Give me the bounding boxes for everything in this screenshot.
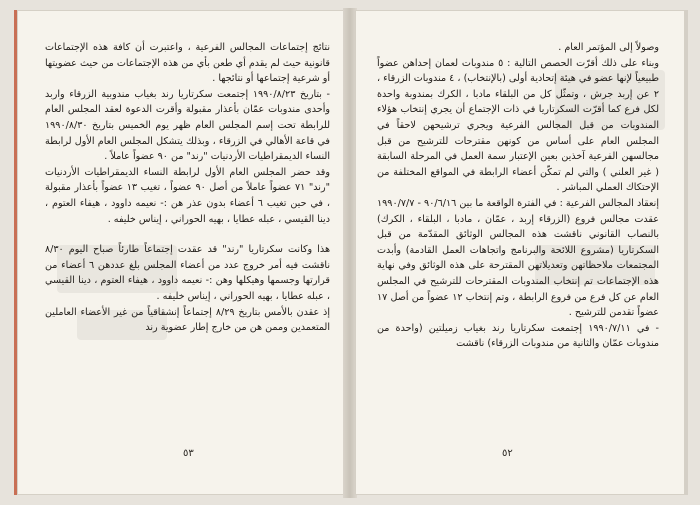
paragraph: إنعقاد المجالس الفرعية : في الفترة الواقعة ما بين ٩٠/٦/١٦ - ١٩٩٠/٧/٧ عقدت مجالس فروع (الزرقاء إربد ، عمّان ، مادبا ، البلقاء ، الكرك) بالنصاب القانوني ناقشت هذه المجالس الوثائق المقدّمة من قبل السكرتاريا (مشروع اللائحة والبرنامج واتجاهات العمل القادمة) وأبدت المجتمعات ملاحظاتهن وتعديلاتهن المقترحة على هذه الوثائق وفي نهاية هذه الإجتماعات تم إنتخاب المندوبات المقترحات للترشيح في المجلس العام عن كل فرع من فروع الرابطة ، وتم إنتخاب ١٢ عضواً من أصل ١٧ عضواً تقدمن للترشيح .: [377, 197, 659, 319]
paragraph: هذا وكانت سكرتاريا "رند" قد عقدت إجتماعاً طارئاً صباح اليوم ٨/٣٠ ناقشت فيه أمر خروج عدد من أعضاء المجلس بلغ عددهن ٦ أعضاء من قرارتها وجسمها وهيكلها وهن :- نعيمه داوود ، هيفاء العتوم ، دينا القيسي ، عبله عطايا ، بهيه الحوراني ، إيناس خليفه .: [45, 244, 330, 302]
paragraph: - بتاريخ ١٩٩٠/٨/٢٣ إجتمعت سكرتاريا رند بغياب مندوبية الزرقاء واربد وأحدى مندوبات عمّان بأعذار مقبولة وأقرت الدعوة لعقد المجلس العام للرابطة تحت إسم المجلس العام ظهر يوم الخميس بتاريخ ١٩٩٠/٨/٣٠ في قاعة الأهالي في الزرقاء ، وبذلك يتشكل المجلس العام الأول لرابطة النساء الديمقراطيات الأردنيات "رند" من ٩٠ عضواً عاملاً .: [45, 88, 331, 163]
paragraph: - في ١٩٩٠/٧/١١ إجتمعت سكرتاريا رند بغياب زميلتين (واحدة من مندوبات عمّان والثانية من مندوبات الزرقاء) ناقشت: [377, 322, 659, 350]
left-page-body: [45, 40, 330, 336]
right-page: [355, 10, 685, 495]
paragraph: وصولاً إلى المؤتمر العام .: [558, 42, 659, 53]
right-page-body: [377, 40, 659, 352]
page-edge: [685, 10, 688, 495]
left-page: [14, 10, 348, 495]
page-number: ٥٣: [183, 448, 194, 459]
paragraph: وبناء على ذلك أقرّت الحصص التالية : ٥ مندوبات لعمان إحداهن عضواً طبيعياً لإنها عضو في هيئة إتحادية أولى (بالإنتخاب) ، ٤ مندوبات الزرقاء ، ٢ عن إربد جرش ، وتمثّل كل من البلقاء مادبا ، الكرك بمندوبة واحدة لكل فرع كما أقرّت السكرتاريا في ذات الإجتماع أن يجري إنتخاب هؤلاء المندوبات من قبل المجالس الفرعية ويجري ترشيحهن لاحقاً في المجلس العام على أساس من كونهن مقترحات للترشيح من قبل مجالسهن الفرعية آخذين بعين الإعتبار سمة العمل في المرحلة السابقة ( غير العلني ) والتي لم تمكّن أعضاء الرابطة في المواقع المختلفة من الإحتكاك العملي المباشر .: [377, 57, 659, 194]
paragraph: إذ عقدن بالأمس بتاريخ ٨/٢٩ إجتماعاً إنشقاقياً من غير الأعضاء العاملين المتعمدين وممن هن من خارج إطار عضوية رند: [45, 306, 330, 334]
page-number: ٥٢: [502, 448, 513, 459]
paragraph: نتائج إجتماعات المجالس الفرعية ، واعتبرت أن كافة هذه الإجتماعات قانونية حيث لم يقدم أي طعن بأي من هذه الإجتماعات من حيث عضويتها أو شرعية إجتماعها أو نتائجها .: [45, 42, 330, 85]
paragraph: وقد حضر المجلس العام الأول لرابطة النساء الديمقراطيات الأردنيات "رند" ٧١ عضواً عاملاً من أصل ٩٠ عضواً ، تغيب ١٣ عضواً بأعذار مقبولة ، في حين تغيب ٦ أعضاء بدون عذر هن :- نعيمه داوود ، هيفاء العتوم ، دينا القيسي ، عبله عطايا ، بهيه الحوراني ، إيناس خليفه .: [45, 166, 330, 225]
